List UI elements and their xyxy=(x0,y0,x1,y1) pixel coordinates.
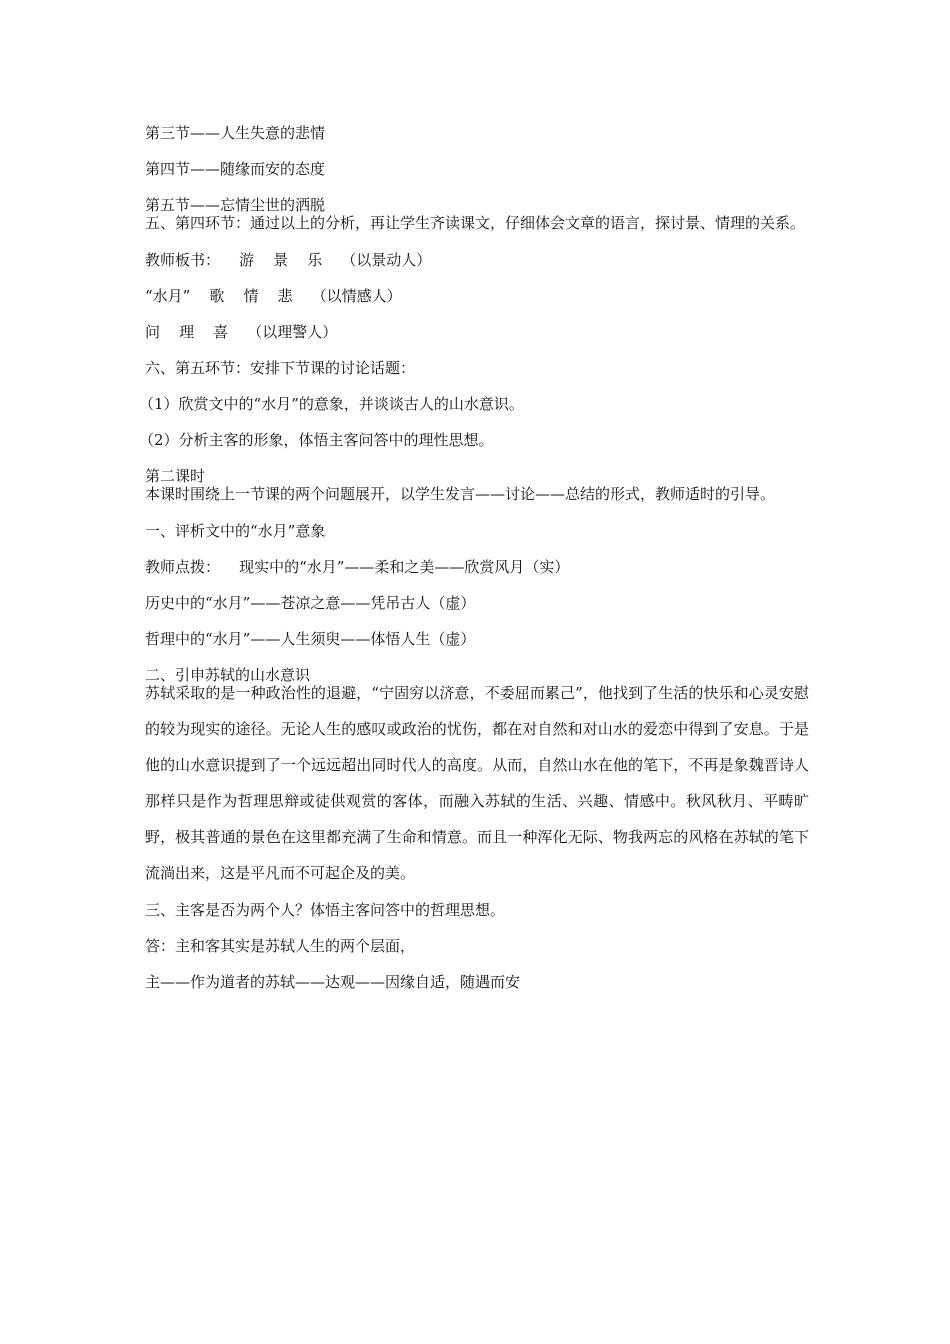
document-page xyxy=(139,124,809,991)
text-line: 第三节——人生失意的悲情 xyxy=(145,124,326,142)
text-line: “水月” 歌 情 悲 （以情感人） xyxy=(145,287,402,305)
text-line: 答：主和客其实是苏轼人生的两个层面， xyxy=(145,937,416,955)
section-heading: 六、第五环节：安排下节课的讨论话题： xyxy=(145,359,416,377)
section-heading: 一、评析文中的“水月”意象 xyxy=(145,522,326,540)
text-line: （1）欣赏文中的“水月”的意象，并谈谈古人的山水意识。 xyxy=(139,395,524,413)
text-line: （2）分析主客的形象，体悟主客问答中的理性思想。 xyxy=(139,431,494,449)
text-line: 第五节——忘情尘世的洒脱 xyxy=(145,196,326,214)
text-line: 教师点拨： 现实中的“水月”——柔和之美——欣赏风月（实） xyxy=(145,558,570,576)
paragraph: 五、第四环节：通过以上的分析，再让学生齐读课文，仔细体会文章的语言，探讨景、情理的关系。 xyxy=(145,214,806,232)
text-line: 哲理中的“水月”——人生须臾——体悟人生（虚） xyxy=(145,630,476,648)
paragraph: 苏轼采取的是一种政治性的退避，“宁固穷以济意，不委屈而累己”，他找到了生活的快乐和心灵安慰的较为现实的途径。无论人生的感叹或政治的忧伤，都在对自然和对山水的爱恋中得到了安息。于是他的山水意识提到了一个远远超出同时代人的高度。从而，自然山水在他的笔下，不再是象魏晋诗人那样只是作为哲理思辩或徒供观赏的客体，而融入苏轼的生活、兴趣、情感中。秋风秋月、平畴旷野，极其普通的景色在这里都充满了生命和情意。而且一种浑化无际、物我两忘的风格在苏轼的笔下流淌出来，这是平凡而不可起企及的美。 xyxy=(145,684,809,882)
text-line: 教师板书： 游 景 乐 （以景动人） xyxy=(145,251,432,269)
section-heading: 第二课时 xyxy=(145,467,206,485)
section-heading: 三、主客是否为两个人？体悟主客问答中的哲理思想。 xyxy=(145,901,506,919)
text-line: 问 理 喜 （以理警人） xyxy=(145,323,338,341)
text-line: 历史中的“水月”——苍凉之意——凭吊古人（虚） xyxy=(145,594,476,612)
text-line: 第四节——随缘而安的态度 xyxy=(145,160,326,178)
paragraph: 本课时围绕上一节课的两个问题展开，以学生发言——讨论——总结的形式，教师适时的引导。 xyxy=(145,485,776,503)
text-line: 主——作为道者的苏轼——达观——因缘自适，随遇而安 xyxy=(145,973,521,991)
section-heading: 二、引申苏轼的山水意识 xyxy=(145,666,311,684)
